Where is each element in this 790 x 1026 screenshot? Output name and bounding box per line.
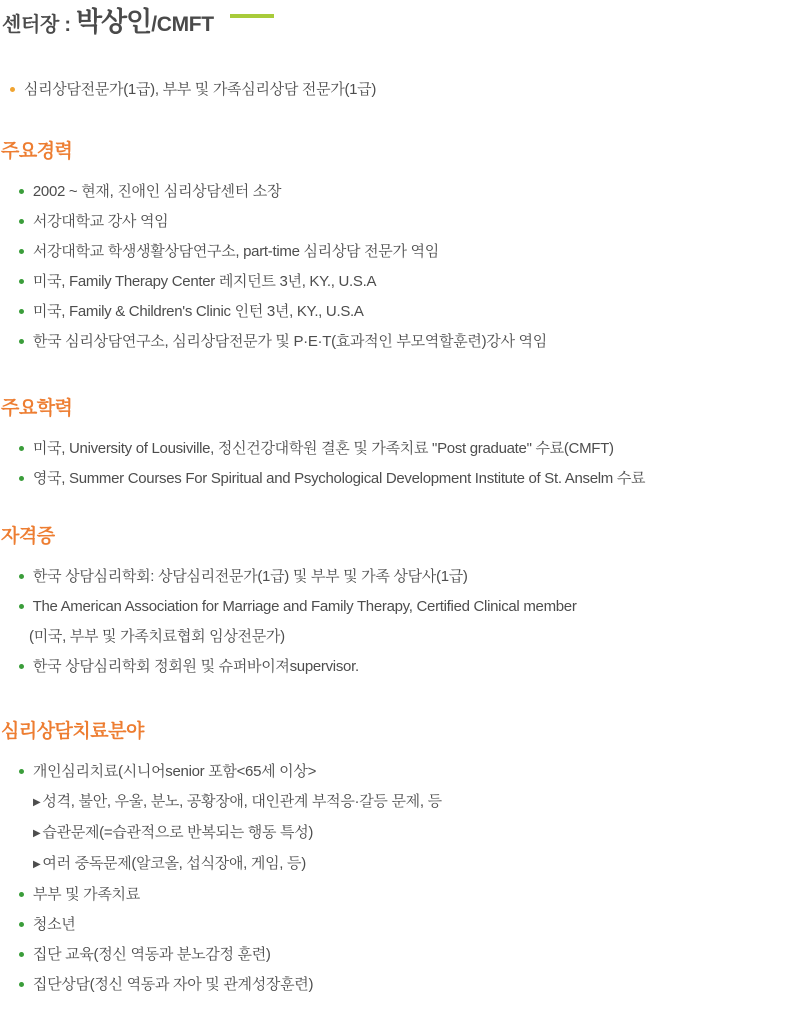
sub-list-item	[19, 849, 790, 880]
list-item-text: 한국 상담심리학회 정회원 및 슈퍼바이져supervisor.	[32, 658, 359, 675]
list-item-text: 청소년	[32, 916, 76, 933]
list-item	[19, 592, 790, 622]
bullet-icon	[19, 446, 24, 451]
section-heading: 자격증	[1, 526, 55, 547]
list-item	[19, 562, 790, 592]
triangle-bullet-icon: ▶	[33, 797, 41, 808]
list-item	[19, 970, 790, 1000]
title-prefix: 센터장 :	[2, 14, 76, 36]
title-name: 박상인	[75, 7, 152, 37]
list-item-text: 집단상담(정신 역동과 자아 및 관계성장훈련)	[32, 976, 314, 993]
intro-text: 심리상담전문가(1급), 부부 및 가족심리상담 전문가(1급)	[23, 81, 377, 98]
sub-list-item	[19, 818, 790, 849]
sub-list-item	[19, 787, 790, 818]
section-certificates	[0, 526, 790, 682]
list-item	[19, 464, 790, 494]
bullet-icon	[19, 664, 24, 669]
list-item-text: 미국, Family & Children's Clinic 인턴 3년, KY., U.S.A	[32, 303, 364, 320]
bullet-icon	[19, 219, 24, 224]
bullet-icon	[19, 279, 24, 284]
list-item-text: 부부 및 가족치료	[32, 886, 140, 903]
bullet-icon	[19, 892, 24, 897]
bullet-icon	[19, 339, 24, 344]
list-item-text: 미국, University of Lousiville, 정신건강대학원 결혼 및 가족치료 "Post graduate" 수료(CMFT)	[32, 440, 614, 457]
list-item-text: 미국, Family Therapy Center 레지던트 3년, KY., U.S.A	[32, 273, 377, 290]
list-item	[19, 207, 790, 237]
bullet-icon	[19, 922, 24, 927]
section-career	[0, 141, 790, 357]
sub-list-item-text: 습관문제(=습관적으로 반복되는 행동 특성)	[42, 824, 314, 841]
list-item	[19, 267, 790, 297]
certificates-list	[0, 562, 790, 682]
intro-item	[0, 79, 790, 101]
bullet-icon	[19, 769, 24, 774]
list-item	[19, 297, 790, 327]
bullet-icon	[19, 982, 24, 987]
bullet-icon	[19, 309, 24, 314]
sub-list-item-text: 여러 중독문제(알코올, 섭식장애, 게임, 등)	[42, 855, 306, 872]
list-item-text: 서강대학교 강사 역임	[32, 213, 169, 230]
accent-line	[230, 14, 274, 18]
list-item-text: 개인심리치료(시니어senior 포함<65세 이상>	[32, 763, 317, 780]
bullet-icon	[10, 87, 15, 92]
list-item-text: 한국 심리상담연구소, 심리상담전문가 및 P·E·T(효과적인 부모역할훈련)강사 역임	[32, 333, 547, 350]
triangle-bullet-icon: ▶	[33, 828, 41, 839]
list-item-text: (미국, 부부 및 가족치료협회 임상전문가)	[29, 628, 285, 645]
page-title	[2, 6, 790, 41]
list-item	[19, 910, 790, 940]
section-heading: 주요경력	[1, 141, 73, 162]
list-item	[19, 757, 790, 787]
list-item-text: 영국, Summer Courses For Spiritual and Psychological Development Institute of St. Anselm 수료	[32, 470, 646, 487]
sub-list-item-text: 성격, 불안, 우울, 분노, 공황장애, 대인관계 부적응·갈등 문제, 등	[42, 793, 442, 810]
bullet-icon	[19, 604, 24, 609]
list-item-text: The American Association for Marriage and Family Therapy, Certified Clinical member	[32, 598, 577, 615]
list-item-text: 서강대학교 학생생활상담연구소, part-time 심리상담 전문가 역임	[32, 243, 439, 260]
education-list	[0, 434, 790, 494]
list-item	[19, 652, 790, 682]
list-item	[19, 880, 790, 910]
list-item	[19, 327, 790, 357]
triangle-bullet-icon: ▶	[33, 859, 41, 870]
list-item-text: 2002 ~ 현재, 진애인 심리상담센터 소장	[32, 183, 282, 200]
section-heading: 심리상담치료분야	[1, 721, 144, 742]
treatment-fields-list	[0, 757, 790, 1000]
section-treatment-fields	[0, 721, 790, 1000]
section-heading: 주요학력	[1, 398, 73, 419]
bullet-icon	[19, 952, 24, 957]
bullet-icon	[19, 574, 24, 579]
list-item-text: 집단 교육(정신 역동과 분노감정 훈련)	[32, 946, 271, 963]
bullet-icon	[19, 189, 24, 194]
career-list	[0, 177, 790, 357]
list-item	[19, 434, 790, 464]
title-suffix: /CMFT	[151, 13, 214, 36]
list-item	[19, 940, 790, 970]
list-item-continuation	[19, 622, 790, 652]
section-education	[0, 398, 790, 494]
bullet-icon	[19, 476, 24, 481]
bullet-icon	[19, 249, 24, 254]
list-item-text: 한국 상담심리학회: 상담심리전문가(1급) 및 부부 및 가족 상담사(1급)	[32, 568, 468, 585]
list-item	[19, 177, 790, 207]
list-item	[19, 237, 790, 267]
